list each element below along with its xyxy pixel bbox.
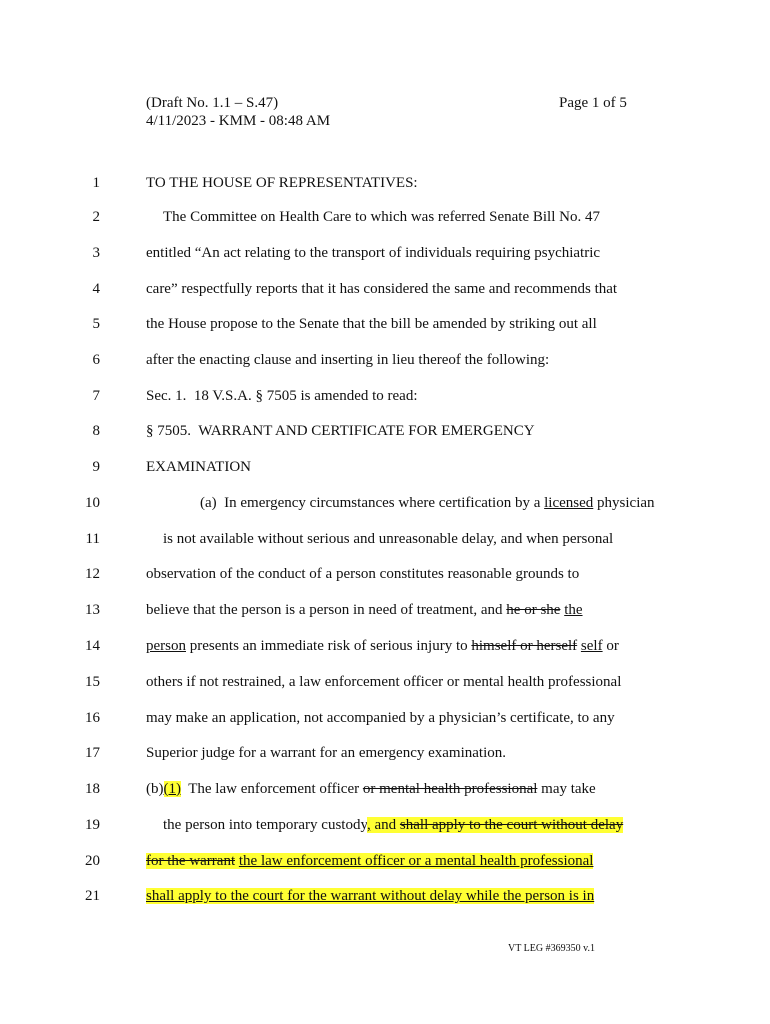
line-number: 6	[92, 352, 100, 368]
text-segment: believe that the person is a person in need of treatment, and	[146, 602, 507, 618]
line-text	[146, 710, 615, 727]
struck-text: for the warrant	[146, 853, 236, 869]
text-segment: TO THE HOUSE OF REPRESENTATIVES:	[146, 175, 418, 191]
text-segment: presents an immediate risk of serious injury to	[186, 638, 472, 654]
text-segment: may make an application, not accompanied by a physician’s certificate, to any	[146, 710, 615, 726]
text-segment: EXAMINATION	[146, 459, 251, 475]
line-text	[146, 602, 583, 619]
line-text	[163, 209, 600, 226]
text-segment: The Committee on Health Care to which was referred Senate Bill No. 47	[163, 209, 600, 225]
text-segment: entitled “An act relating to the transport of individuals requiring psychiatric	[146, 245, 601, 261]
inserted-text: licensed	[544, 495, 594, 511]
draft-date: 4/11/2023 - KMM - 08:48 AM	[146, 113, 331, 129]
line-number: 7	[92, 388, 100, 404]
inserted-text: the	[564, 602, 583, 618]
line-number: 1	[92, 175, 100, 191]
inserted-text: (1)	[163, 781, 181, 797]
line-number: 2	[92, 209, 100, 225]
line-text	[146, 459, 251, 476]
line-text	[146, 423, 535, 440]
line-text	[146, 853, 593, 870]
struck-text: or mental health professional	[362, 781, 538, 797]
text-segment: Superior judge for a warrant for an emergency examination.	[146, 745, 506, 761]
line-text	[200, 495, 655, 512]
line-text	[146, 745, 506, 762]
line-number: 19	[85, 817, 100, 833]
inserted-text: self	[580, 638, 603, 654]
text-segment: or	[602, 638, 619, 654]
line-text	[146, 781, 596, 798]
inserted-text: person	[146, 638, 186, 654]
text-segment: others if not restrained, a law enforcement officer or mental health professional	[146, 674, 622, 690]
footer-id: VT LEG #369350 v.1	[508, 943, 595, 954]
text-segment: § 7505. WARRANT AND CERTIFICATE FOR EMERGENCY	[146, 423, 535, 439]
line-number: 9	[92, 459, 100, 475]
line-number: 14	[85, 638, 100, 654]
text-segment: the person into temporary custody	[163, 817, 367, 833]
line-number: 18	[85, 781, 100, 797]
inserted-text: the law enforcement officer or a mental health professional	[238, 853, 594, 869]
text-segment: (a) In emergency circumstances where certification by a	[200, 495, 545, 511]
line-number: 15	[85, 674, 100, 690]
line-number: 17	[85, 745, 100, 761]
line-number: 4	[92, 281, 100, 297]
line-text	[146, 888, 594, 905]
text-segment: (b)	[146, 781, 164, 797]
line-text	[146, 352, 549, 369]
line-number: 16	[85, 710, 100, 726]
line-number: 21	[85, 888, 100, 904]
text-segment: the House propose to the Senate that the bill be amended by striking out all	[146, 316, 597, 332]
text-segment: physician	[593, 495, 655, 511]
line-number: 13	[85, 602, 100, 618]
text-segment: observation of the conduct of a person constitutes reasonable grounds to	[146, 566, 580, 582]
struck-text: shall apply to the court without delay	[399, 817, 624, 833]
line-number: 12	[85, 566, 100, 582]
line-number: 3	[92, 245, 100, 261]
line-text	[163, 817, 623, 834]
struck-text: himself or herself	[471, 638, 578, 654]
text-segment: Sec. 1. 18 V.S.A. § 7505 is amended to read:	[146, 388, 418, 404]
page-number: Page 1 of 5	[559, 95, 627, 111]
draft-number: (Draft No. 1.1 – S.47)	[146, 95, 279, 111]
line-number: 8	[92, 423, 100, 439]
line-text	[146, 638, 619, 655]
line-text	[146, 674, 621, 691]
text-segment: and	[370, 817, 400, 833]
line-number: 5	[92, 316, 100, 332]
text-segment: may take	[537, 781, 596, 797]
line-number: 10	[85, 495, 100, 511]
line-text	[163, 531, 613, 548]
line-text	[146, 566, 579, 583]
line-number: 11	[85, 531, 100, 547]
text-segment: is not available without serious and unreasonable delay, and when personal	[163, 531, 614, 547]
text-segment: The law enforcement officer	[181, 781, 363, 797]
text-segment: after the enacting clause and inserting in lieu thereof the following:	[146, 352, 550, 368]
text-segment: care” respectfully reports that it has considered the same and recommends that	[146, 281, 618, 297]
line-text	[146, 245, 600, 262]
line-number: 20	[85, 853, 100, 869]
struck-text: he or she	[506, 602, 561, 618]
line-text	[146, 281, 617, 298]
line-text	[146, 175, 418, 192]
line-text	[146, 388, 418, 405]
inserted-text: ,	[366, 817, 371, 833]
inserted-text: shall apply to the court for the warrant without delay while the person is in	[146, 888, 595, 904]
line-text	[146, 316, 597, 333]
